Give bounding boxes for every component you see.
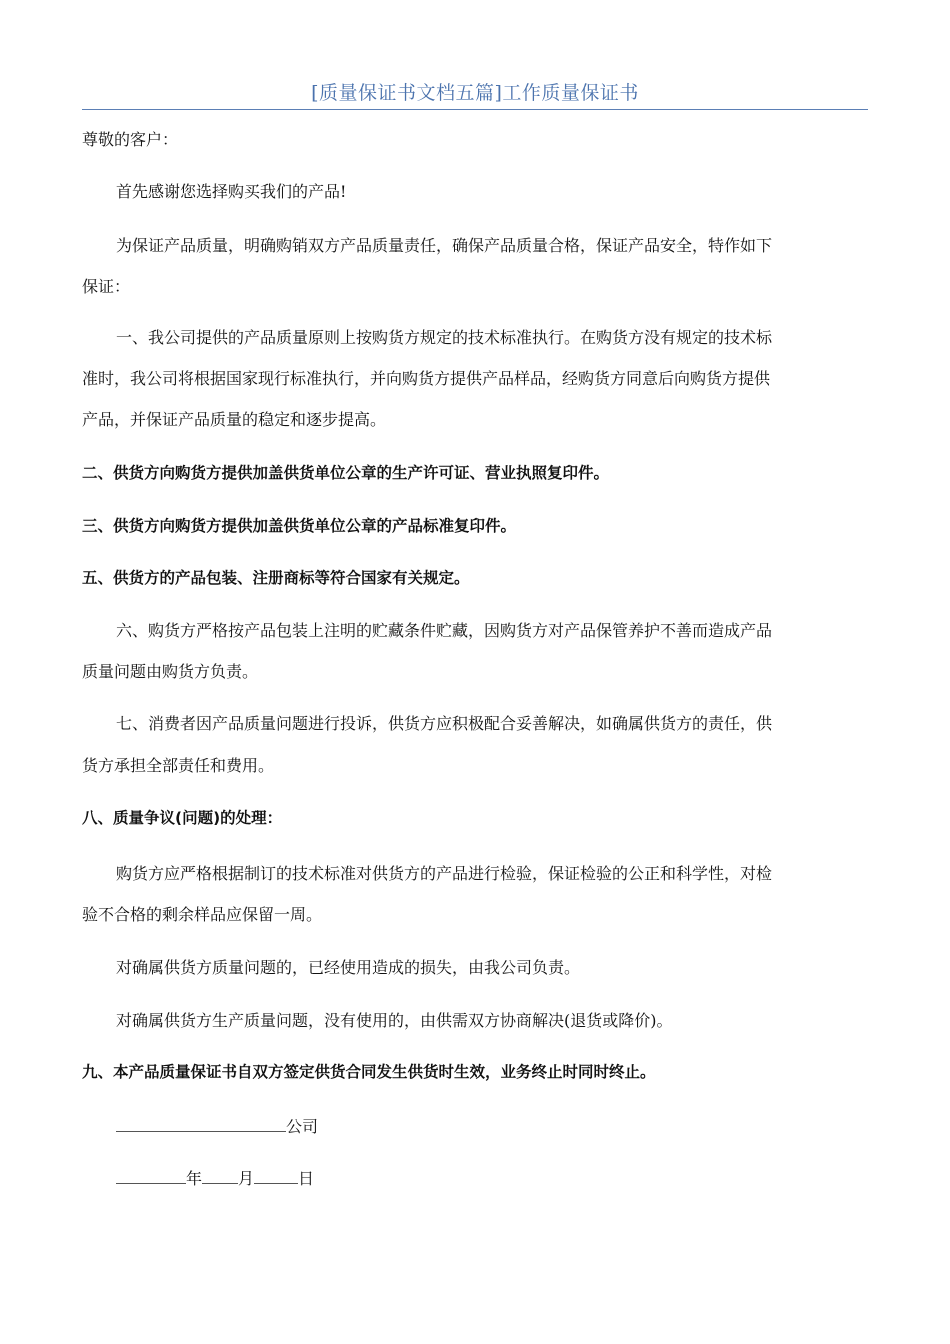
- item6-line-2: 质量问题由购货方负责。: [82, 662, 259, 681]
- item3-heading: 三、供货方向购货方提供加盖供货单位公章的产品标准复印件。: [82, 517, 517, 535]
- year-blank[interactable]: [116, 1167, 186, 1184]
- item8-paragraph1-line-2: 验不合格的剩余样品应保留一周。: [82, 905, 323, 924]
- item7-line-1: 七、消费者因产品质量问题进行投诉，供货方应积极配合妥善解决，如确属供货方的责任，供: [116, 714, 773, 733]
- company-name-blank[interactable]: [116, 1115, 286, 1132]
- item8-paragraph1-line-1: 购货方应严格根据制订的技术标准对供货方的产品进行检验，保证检验的公正和科学性，对检: [116, 864, 773, 883]
- signature-company-label: 公司: [286, 1117, 319, 1136]
- date-month-label: 月: [238, 1169, 255, 1188]
- page-title: [质量保证书文档五篇]工作质量保证书: [311, 82, 639, 104]
- item5-heading: 五、供货方的产品包装、注册商标等符合国家有关规定。: [82, 569, 470, 587]
- item8-paragraph3: 对确属供货方生产质量问题，没有使用的，由供需双方协商解决(退货或降价)。: [116, 1011, 673, 1030]
- item8-heading: 八、质量争议(问题)的处理：: [82, 809, 283, 827]
- month-blank[interactable]: [202, 1167, 238, 1184]
- item2-heading: 二、供货方向购货方提供加盖供货单位公章的生产许可证、营业执照复印件。: [82, 464, 610, 482]
- date-day-label: 日: [298, 1169, 315, 1188]
- thanks-paragraph: 首先感谢您选择购买我们的产品!: [116, 182, 347, 201]
- intro-line-1: 为保证产品质量，明确购销双方产品质量责任，确保产品质量合格，保证产品安全，特作如下: [116, 236, 773, 255]
- item7-line-2: 货方承担全部责任和费用。: [82, 756, 275, 775]
- item1-line-2: 准时，我公司将根据国家现行标准执行，并向购货方提供产品样品，经购货方同意后向购货方提供: [82, 369, 771, 388]
- intro-line-2: 保证：: [82, 277, 131, 296]
- item1-line-1: 一、我公司提供的产品质量原则上按购货方规定的技术标准执行。在购货方没有规定的技术标: [116, 328, 773, 347]
- item9-heading: 九、本产品质量保证书自双方签定供货合同发生供货时生效，业务终止时同时终止。: [82, 1063, 656, 1081]
- salutation: 尊敬的客户：: [82, 130, 179, 149]
- item1-line-3: 产品，并保证产品质量的稳定和逐步提高。: [82, 410, 387, 429]
- signature-line: [116, 1115, 868, 1137]
- day-blank[interactable]: [254, 1167, 298, 1184]
- item8-paragraph2: 对确属供货方质量问题的，已经使用造成的损失，由我公司负责。: [116, 958, 581, 977]
- date-year-label: 年: [186, 1169, 203, 1188]
- date-line: [116, 1167, 868, 1189]
- item6-line-1: 六、购货方严格按产品包装上注明的贮藏条件贮藏，因购货方对产品保管养护不善而造成产品: [116, 621, 773, 640]
- page-header: [82, 80, 868, 110]
